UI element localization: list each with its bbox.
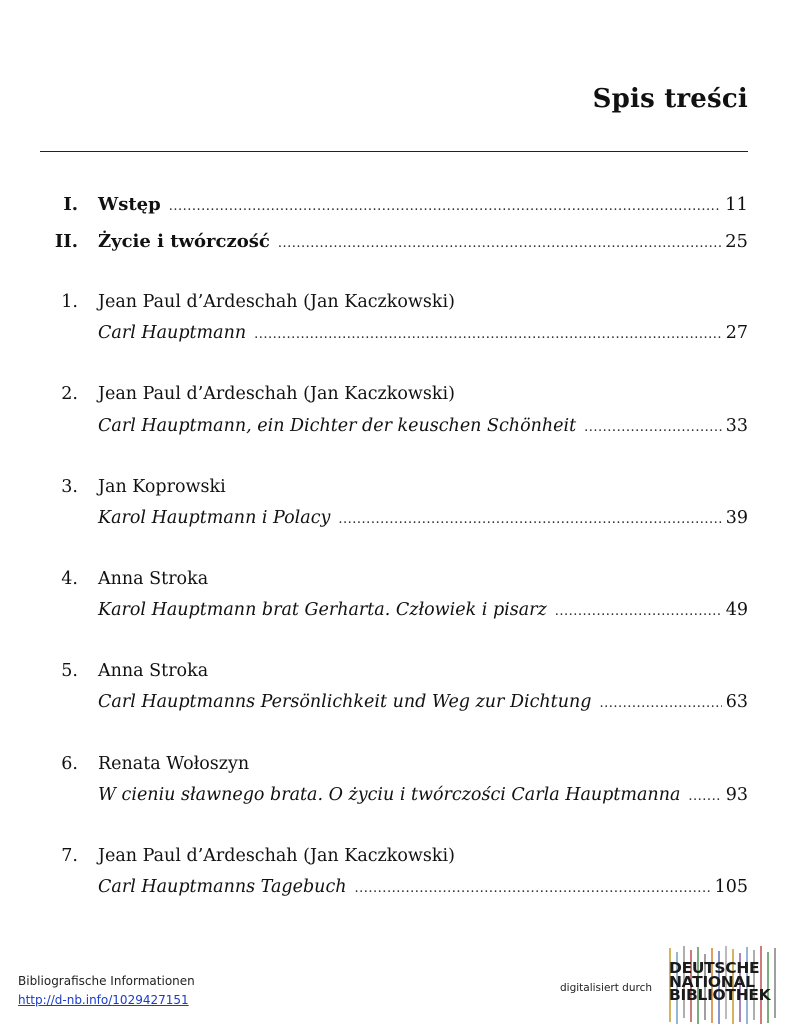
toc-entry-author: Jan Koprowski — [98, 477, 226, 497]
toc-sub-entry[interactable] — [98, 692, 748, 712]
toc-entry-number: I. — [63, 194, 78, 215]
leader-dots — [169, 199, 721, 214]
toc-entry-number: 4. — [61, 569, 78, 589]
toc-author-line — [61, 384, 748, 404]
dnb-logo-line: NATIONAL — [669, 972, 755, 991]
toc-entry-title: Carl Hauptmanns Tagebuch — [98, 877, 347, 897]
toc-author-line — [61, 661, 748, 681]
leader-dots — [688, 789, 721, 804]
title-divider — [40, 151, 748, 152]
toc-entry-number: 2. — [61, 384, 78, 404]
toc-entry-author: Jean Paul d’Ardeschah (Jan Kaczkowski) — [98, 846, 455, 866]
toc-entry-title: Wstęp — [98, 194, 161, 215]
toc-page-number: 105 — [714, 877, 748, 897]
toc-entry-title: Carl Hauptmanns Persönlichkeit und Weg zur Dichtung — [98, 692, 592, 712]
toc-page-number: 27 — [725, 323, 748, 343]
leader-dots — [254, 327, 722, 342]
toc-entry-number: 7. — [61, 846, 78, 866]
toc-entry-title: Życie i twórczość — [98, 231, 270, 252]
toc-main-entry[interactable] — [63, 194, 748, 215]
page-title: Spis treści — [592, 84, 748, 114]
toc-author-line — [61, 846, 748, 866]
toc-entry-author: Anna Stroka — [98, 661, 209, 681]
leader-dots — [599, 696, 721, 711]
dnb-logo-line: BIBLIOTHEK — [669, 986, 771, 1004]
leader-dots — [338, 512, 721, 527]
leader-dots — [278, 236, 721, 251]
toc-entry-number: II. — [54, 231, 78, 252]
leader-dots — [584, 420, 722, 435]
toc-entry-title: Karol Hauptmann brat Gerharta. Człowiek i pisarz — [98, 600, 547, 620]
toc-page-number: 39 — [725, 508, 748, 528]
toc-sub-entry[interactable] — [98, 600, 748, 620]
leader-dots — [355, 881, 711, 896]
toc-author-line — [61, 292, 748, 312]
toc-entry-number: 1. — [61, 292, 78, 312]
toc-entry-number: 6. — [61, 754, 78, 774]
toc-page-number: 33 — [725, 416, 748, 436]
dnb-logo-text — [669, 959, 771, 1004]
leader-dots — [555, 604, 722, 619]
toc-sub-entry[interactable] — [98, 877, 748, 897]
toc-main-entry[interactable] — [54, 231, 748, 252]
bibliographic-info — [18, 972, 195, 1010]
toc-author-line — [61, 569, 748, 589]
toc-sub-entry[interactable] — [98, 323, 748, 343]
digitized-by-label: digitalisiert durch — [560, 982, 653, 994]
toc-entry-number: 5. — [61, 661, 78, 681]
toc-entry-number: 3. — [61, 477, 78, 497]
toc-author-line — [61, 754, 748, 774]
toc-page-number: 25 — [725, 231, 748, 252]
toc-entry-title: W cieniu sławnego brata. O życiu i twórczości Carla Hauptmanna — [98, 785, 681, 805]
toc-entry-author: Jean Paul d’Ardeschah (Jan Kaczkowski) — [98, 384, 455, 404]
toc-entry-author: Renata Wołoszyn — [98, 754, 250, 774]
toc-entry-title: Carl Hauptmann, ein Dichter der keuschen Schönheit — [98, 416, 577, 436]
toc-entry-author: Anna Stroka — [98, 569, 209, 589]
toc-sub-entry[interactable] — [98, 416, 748, 436]
toc-page-number: 93 — [725, 785, 748, 805]
toc-sub-entry[interactable] — [98, 785, 748, 805]
bibliographic-link[interactable]: http://d-nb.info/1029427151 — [18, 993, 189, 1007]
toc-sub-entry[interactable] — [98, 508, 748, 528]
dnb-logo[interactable] — [667, 946, 782, 1024]
toc-entry-title: Karol Hauptmann i Polacy — [98, 508, 331, 528]
toc-entry-author: Jean Paul d’Ardeschah (Jan Kaczkowski) — [98, 292, 455, 312]
dnb-logo-line: DEUTSCHE — [669, 959, 760, 977]
toc-author-line — [61, 477, 748, 497]
toc-page-number: 11 — [725, 194, 748, 215]
toc-page-number: 63 — [725, 692, 748, 712]
toc-page-number: 49 — [725, 600, 748, 620]
bibliographic-label: Bibliografische Informationen — [18, 974, 195, 988]
toc-entry-title: Carl Hauptmann — [98, 323, 247, 343]
